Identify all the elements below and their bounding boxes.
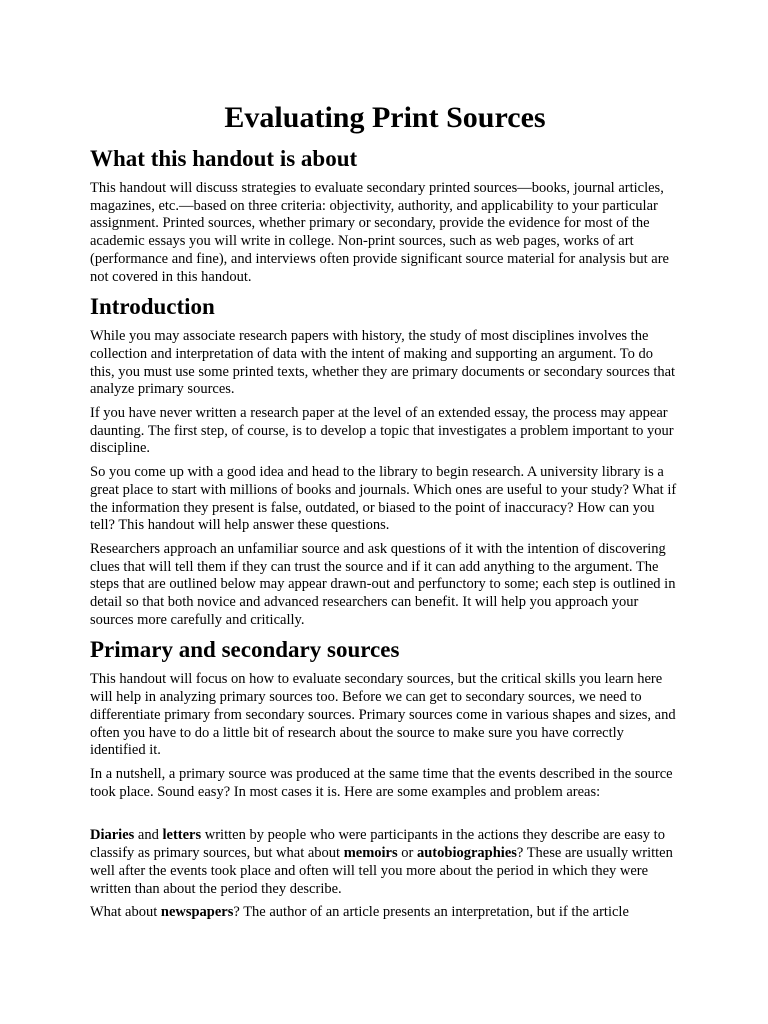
term-diaries: Diaries [90, 827, 135, 844]
paragraph-gap [90, 807, 680, 827]
term-memoirs: memoirs [343, 845, 398, 862]
text-run: ? The author of an article presents an interpretation, but if the article [233, 904, 629, 921]
document-title: Evaluating Print Sources [224, 101, 546, 134]
text-run: written by people who were participants in the actions they describe are easy to classify as primary sources, but what about [90, 827, 665, 862]
document-page [90, 98, 680, 928]
text-run: and [134, 827, 163, 844]
section-heading-introduction: Introduction [90, 294, 215, 320]
intro-paragraph-1: While you may associate research papers with history, the study of most disciplines involves the collection and interpretation of data with the intent of making and supporting an argument. To do this, you must use some printed texts, whether they are primary documents or secondary sources that analyze primary sources. [90, 328, 676, 398]
intro-paragraph-2: If you have never written a research paper at the level of an extended essay, the process may appear daunting. The first step, of course, is to develop a topic that investigates a problem important to your discipline. [90, 405, 674, 457]
text-run: or [397, 845, 417, 862]
diaries-paragraph [90, 827, 680, 898]
term-autobiographies: autobiographies [416, 845, 517, 862]
primary-paragraph-1: This handout will focus on how to evaluate secondary sources, but the critical skills you learn here will help in analyzing primary sources too. Before we can get to secondary sources, we need to differentiate primary from secondary sources. Primary sources come in various shapes and sizes, and often you have to do a little bit of research about the source to make sure you have correctly identified it. [90, 671, 676, 759]
intro-paragraph-3: So you come up with a good idea and head to the library to begin research. A university library is a great place to start with millions of books and journals. Which ones are useful to your study? What if the information they present is false, outdated, or biased to the point of inaccuracy? How can you tell? This handout will help answer these questions. [90, 464, 677, 534]
section-heading-about: What this handout is about [90, 146, 358, 171]
primary-paragraph-2: In a nutshell, a primary source was produced at the same time that the events described in the source took place. Sound easy? In most cases it is. Here are some examples and problem areas: [90, 765, 673, 800]
text-run: ? These are usually written well after the events took place and often will tell you more about the period in which they were written than about the period they describe. [90, 845, 673, 897]
about-paragraph-1: This handout will discuss strategies to evaluate secondary printed sources—books, journal articles, magazines, etc.—based on three criteria: objectivity, authority, and applicability to your particular assignment. Printed sources, whether primary or secondary, provide the evidence for most of the academic essays you will write in college. Non-print sources, such as web pages, works of art (performance and fine), and interviews often provide significant source material for analysis but are not covered in this handout. [90, 180, 669, 285]
term-newspapers: newspapers [160, 904, 234, 921]
newspapers-paragraph [90, 904, 680, 922]
term-letters: letters [162, 827, 202, 844]
intro-paragraph-4: Researchers approach an unfamiliar source and ask questions of it with the intention of discovering clues that will tell them if they can trust the source and if it can add anything to the argument. The steps that are outlined below may appear drawn-out and perfunctory to some; each step is outlined in detail so that both novice and advanced researchers can benefit. It will help you approach your sources more carefully and critically. [90, 540, 676, 628]
text-run: What about [90, 904, 161, 921]
section-heading-primary-secondary: Primary and secondary sources [90, 637, 400, 663]
